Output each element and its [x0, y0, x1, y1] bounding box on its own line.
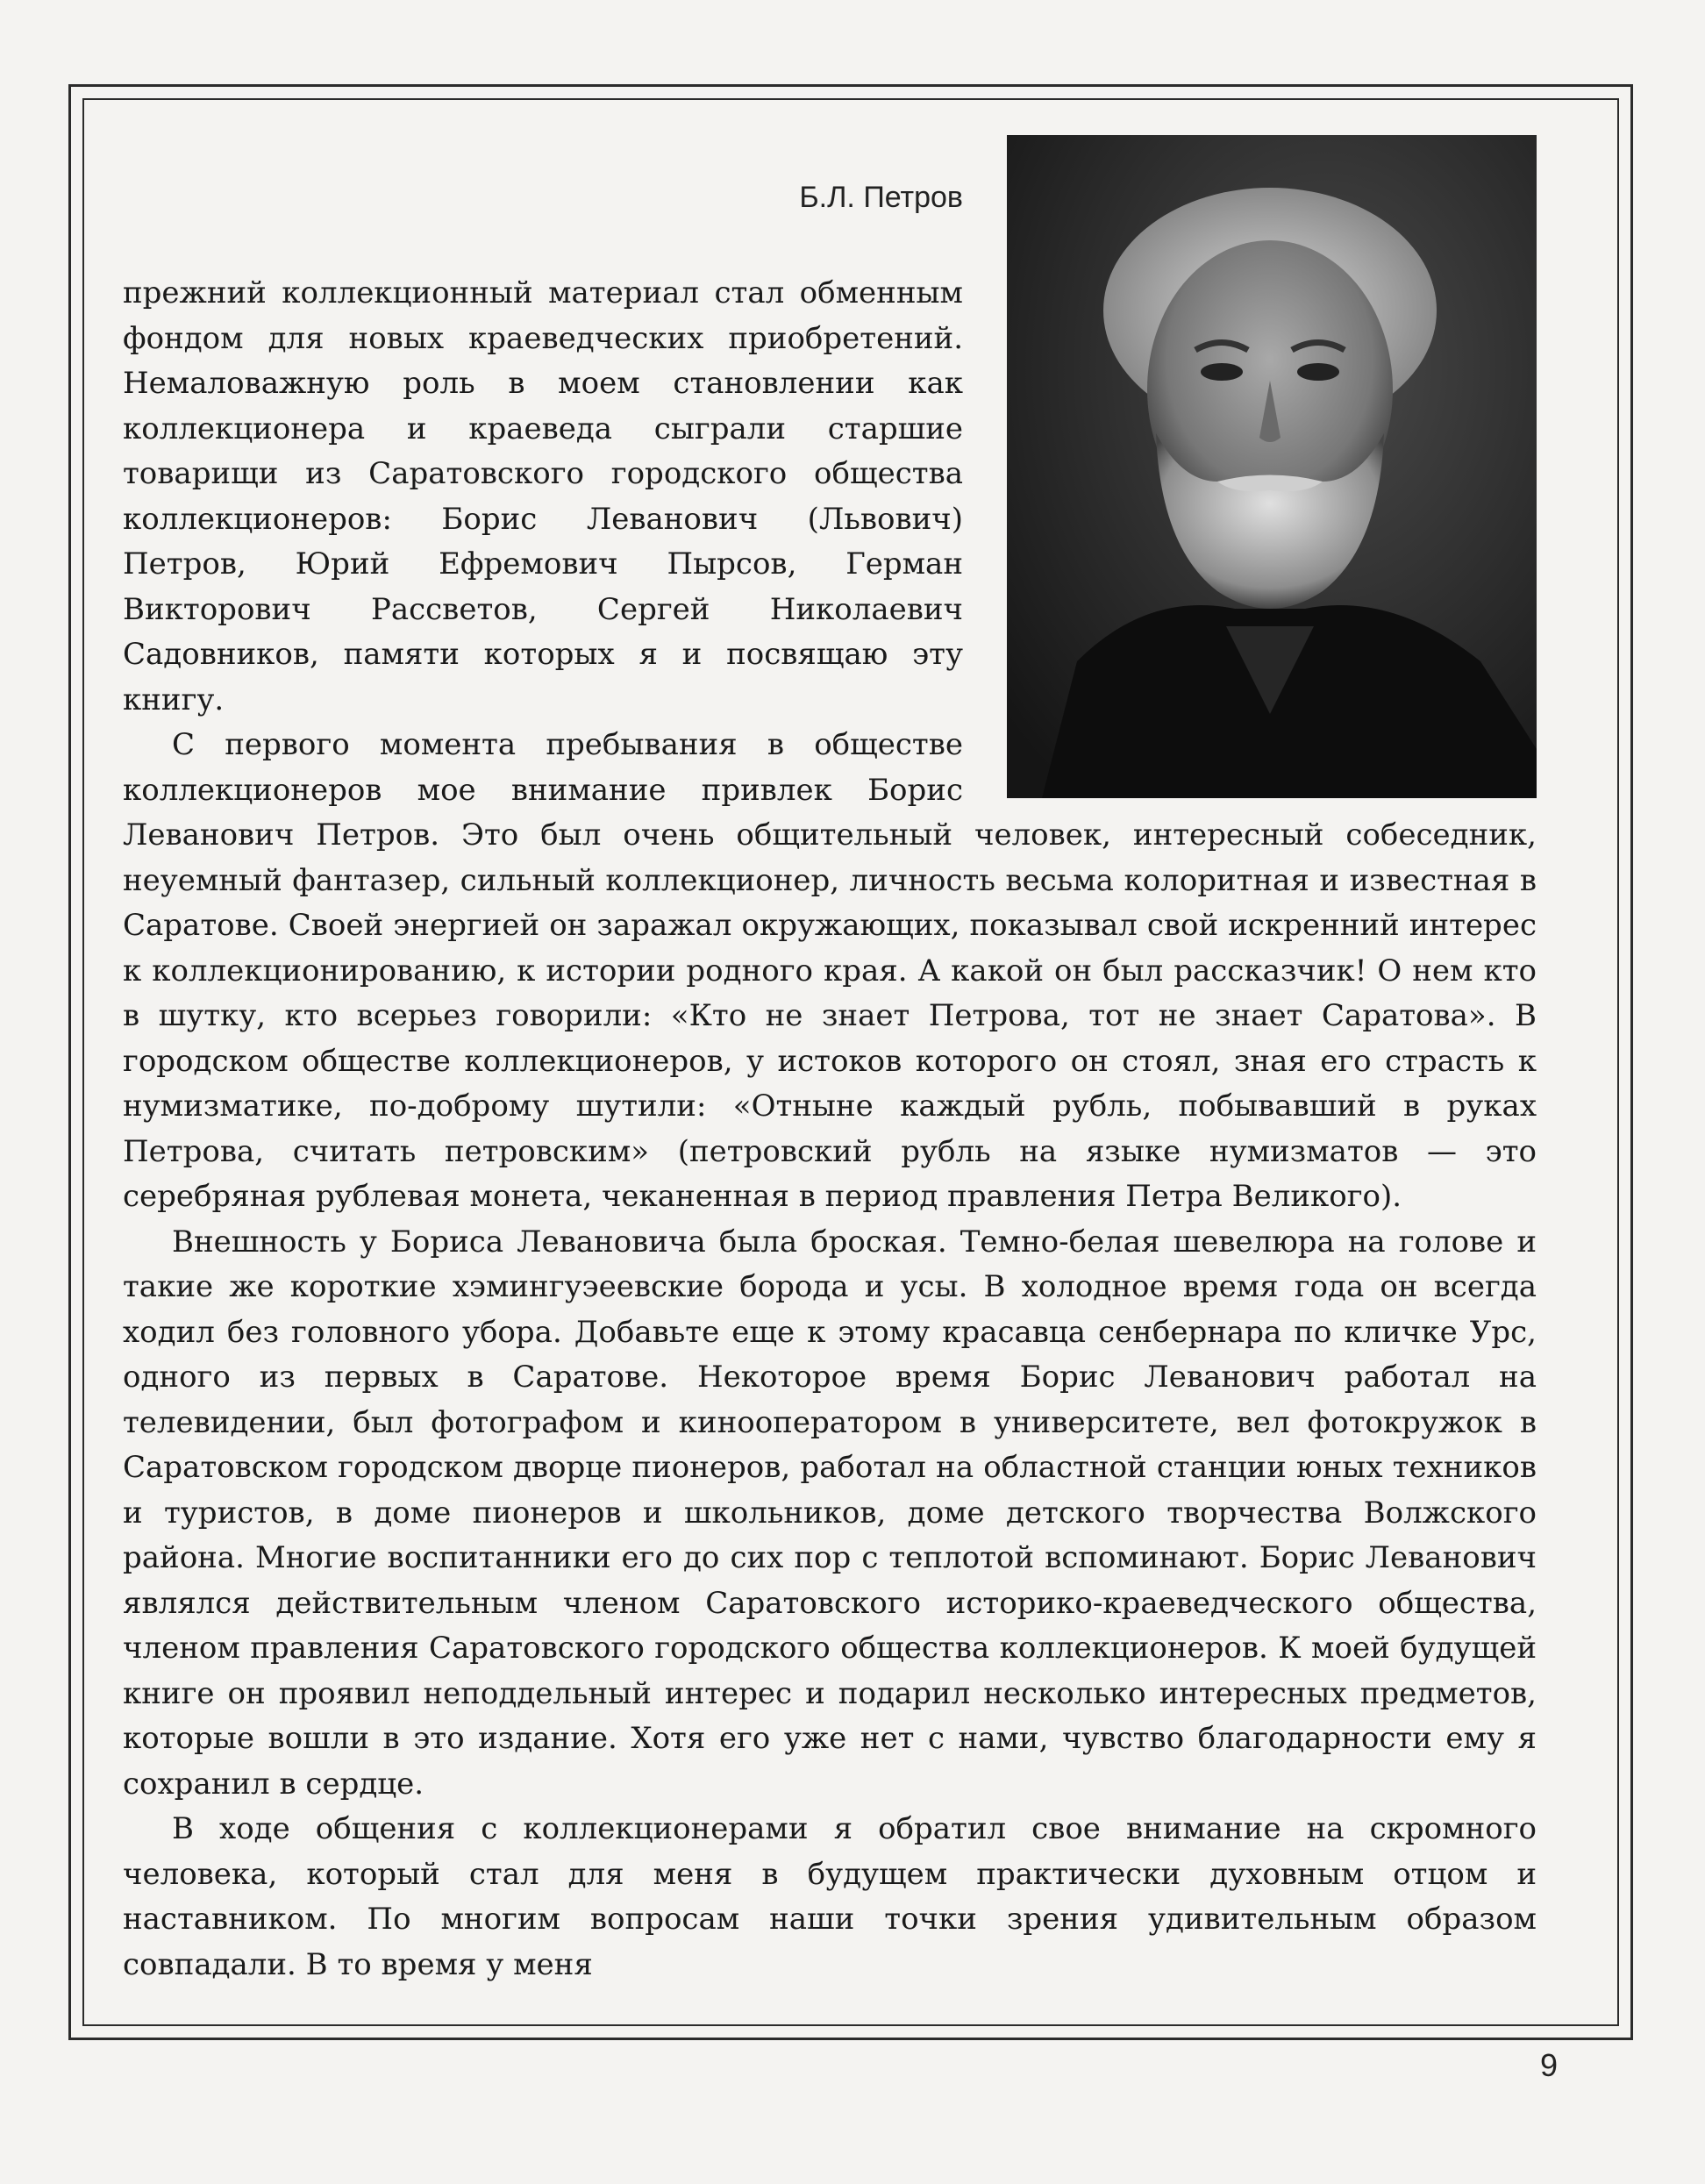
portrait-image [1007, 135, 1537, 798]
page-number: 9 [1539, 2047, 1558, 2083]
portrait-photo [1007, 135, 1537, 798]
paragraph: Внешность у Бориса Левановича была броская. Темно-белая шевелюра на голове и такие же короткие хэмингуэеевские борода и усы. В холодное время года он всегда ходил без головного убора. Добавьте еще к этому красавца сенбернара по кличке Урс, одного из первых в Саратове. Некоторое время Борис Леванович работал на телевидении, был фотографом и кинооператором в университете, вел фотокружок в Саратовском городском дворце пионеров, работал на областной станции юных техников и туристов, в доме пионеров и школьников, доме детского творчества Волжского района. Многие воспитанники его до сих пор с теплотой вспоминают. Борис Леванович являлся действительным членом Саратовского историко-краеведческого общества, членом правления Саратовского городского общества коллекционеров. К моей будущей книге он проявил неподдельный интерес и подарил несколько интересных предметов, которые вошли в это издание. Хотя его уже нет с нами, чувство благодарности ему я сохранил в сердце. [123, 1224, 1537, 1802]
paragraph: В ходе общения с коллекционерами я обратил свое внимание на скромного человека, который стал для меня в будущем практически духовным отцом и наставником. По многим вопросам наши точки зрения удивительным образом совпадали. В то время у меня [123, 1811, 1537, 1982]
paragraph: прежний коллекционный материал стал обменным фондом для новых краеведческих приобретений. Немаловажную роль в моем становлении как коллекционера и краеведа сыграли старшие товарищи из Саратовского городского общества коллекционеров: Борис Леванович (Львович) Петров, Юрий Ефремович Пырсов, Герман Викторович Рассветов, Сергей Николаевич Садовников, памяти которых я и посвящаю эту книгу. [123, 275, 963, 717]
page-content [123, 132, 1537, 1988]
photo-caption: Б.Л. Петров [799, 181, 963, 214]
paragraph: С первого момента пребывания в обществе коллекционеров мое внимание привлек Борис Леванович Петров. Это был очень общительный человек, интересный собеседник, неуемный фантазер, сильный коллекционер, личность весьма колоритная и известная в Саратове. Своей энергией он заражал окружающих, показывал свой искренний интерес к коллекционированию, к истории родного края. А какой он был рассказчик! О нем кто в шутку, кто всерьез говорили: «Кто не знает Петрова, тот не знает Саратова». В городском обществе коллекционеров, у истоков которого он стоял, зная его страсть к нумизматике, по-доброму шутили: «Отныне каждый рубль, побывавший в руках Петрова, считать петровским» (петровский рубль на языке нумизматов — это серебряная рублевая монета, чеканенная в период правления Петра Великого). [123, 727, 1537, 1214]
